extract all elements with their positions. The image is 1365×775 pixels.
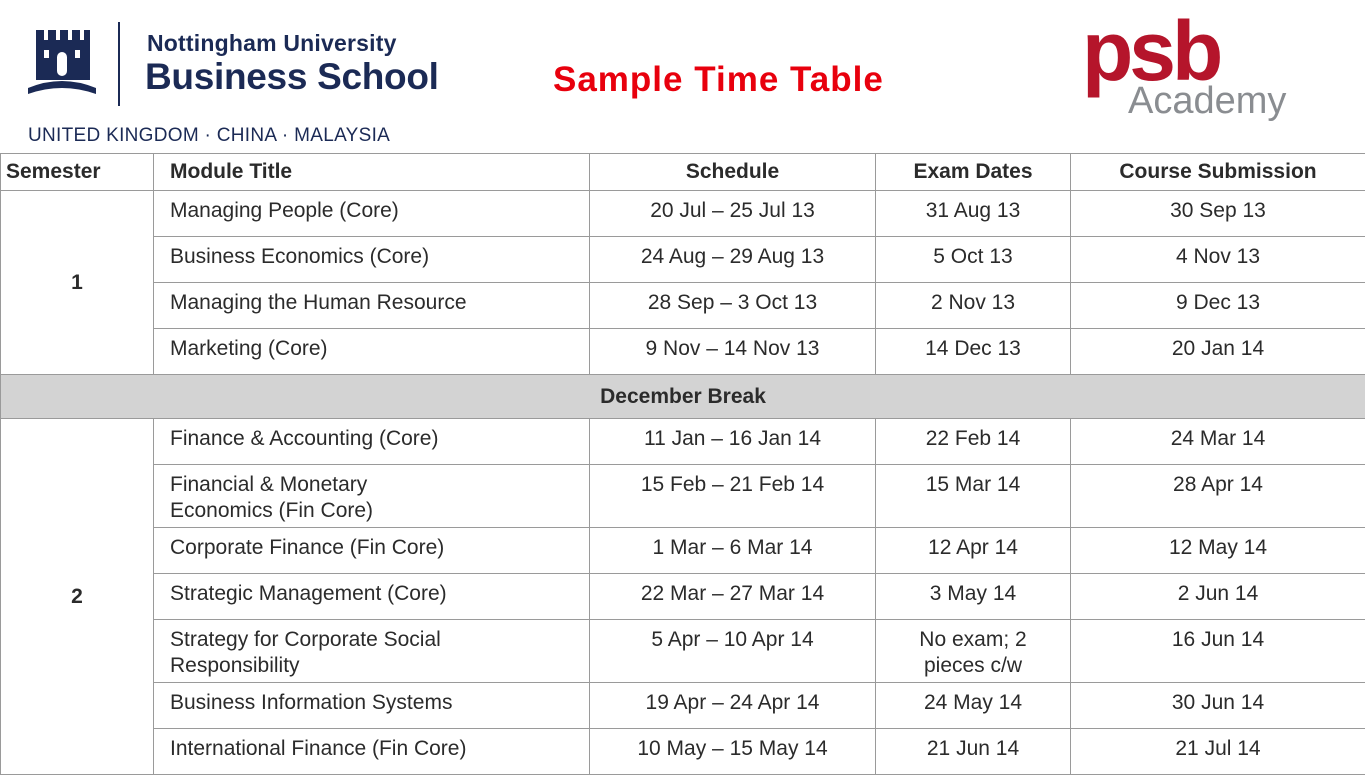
submission-cell: 9 Dec 13 [1071, 283, 1365, 329]
table-row [1, 620, 1365, 683]
submission-cell: 16 Jun 14 [1071, 620, 1365, 683]
exam-date-cell: 15 Mar 14 [876, 465, 1071, 528]
column-header-module-title: Module Title [154, 154, 590, 191]
exam-date-cell: 12 Apr 14 [876, 528, 1071, 574]
module-title-cell: Business Information Systems [154, 683, 590, 729]
module-title-line: Financial & Monetary [170, 472, 589, 498]
column-header-course-submission: Course Submission [1071, 154, 1365, 191]
submission-cell: 4 Nov 13 [1071, 237, 1365, 283]
submission-cell: 21 Jul 14 [1071, 729, 1365, 775]
submission-cell: 20 Jan 14 [1071, 329, 1365, 375]
exam-date-cell: 2 Nov 13 [876, 283, 1071, 329]
exam-date-cell: 5 Oct 13 [876, 237, 1071, 283]
table-row [1, 329, 1365, 375]
module-title-cell: Corporate Finance (Fin Core) [154, 528, 590, 574]
semester-cell: 2 [1, 419, 154, 775]
schedule-cell: 20 Jul – 25 Jul 13 [590, 191, 876, 237]
table-row [1, 419, 1365, 465]
psb-logo-text: psb [1082, 8, 1220, 98]
table-row [1, 191, 1365, 237]
module-title-cell: Marketing (Core) [154, 329, 590, 375]
schedule-cell: 5 Apr – 10 Apr 14 [590, 620, 876, 683]
schedule-cell: 1 Mar – 6 Mar 14 [590, 528, 876, 574]
exam-date-cell: 31 Aug 13 [876, 191, 1071, 237]
exam-date-cell: 24 May 14 [876, 683, 1071, 729]
table-row [1, 683, 1365, 729]
table-header-row [1, 154, 1365, 191]
schedule-cell: 10 May – 15 May 14 [590, 729, 876, 775]
page-title: Sample Time Table [553, 60, 884, 100]
module-title-cell: Finance & Accounting (Core) [154, 419, 590, 465]
timetable [0, 153, 1365, 775]
submission-cell: 28 Apr 14 [1071, 465, 1365, 528]
column-header-semester: Semester [1, 154, 154, 191]
module-title-cell: Strategic Management (Core) [154, 574, 590, 620]
schedule-cell: 24 Aug – 29 Aug 13 [590, 237, 876, 283]
table-row [1, 574, 1365, 620]
module-title-line: Strategy for Corporate Social [170, 627, 589, 653]
nubs-name-line1: Nottingham University [147, 30, 397, 57]
nubs-name-line2: Business School [145, 56, 439, 98]
module-title-cell: Business Economics (Core) [154, 237, 590, 283]
semester-cell: 1 [1, 191, 154, 375]
schedule-cell: 19 Apr – 24 Apr 14 [590, 683, 876, 729]
table-row [1, 465, 1365, 528]
module-title-cell [154, 465, 590, 528]
submission-cell: 30 Jun 14 [1071, 683, 1365, 729]
column-header-exam-dates: Exam Dates [876, 154, 1071, 191]
module-title-cell [154, 620, 590, 683]
schedule-cell: 28 Sep – 3 Oct 13 [590, 283, 876, 329]
table-row [1, 283, 1365, 329]
submission-cell: 12 May 14 [1071, 528, 1365, 574]
module-title-line: Responsibility [170, 653, 589, 679]
module-title-cell: International Finance (Fin Core) [154, 729, 590, 775]
schedule-cell: 11 Jan – 16 Jan 14 [590, 419, 876, 465]
submission-cell: 30 Sep 13 [1071, 191, 1365, 237]
module-title-cell: Managing People (Core) [154, 191, 590, 237]
table-row [1, 237, 1365, 283]
column-header-schedule: Schedule [590, 154, 876, 191]
schedule-cell: 22 Mar – 27 Mar 14 [590, 574, 876, 620]
schedule-cell: 15 Feb – 21 Feb 14 [590, 465, 876, 528]
psb-academy-logo [1080, 8, 1310, 126]
module-title-line: Economics (Fin Core) [170, 498, 589, 524]
exam-date-cell: 3 May 14 [876, 574, 1071, 620]
exam-date-line: No exam; 2 [876, 627, 1070, 653]
castle-crest-icon [22, 22, 102, 102]
schedule-cell: 9 Nov – 14 Nov 13 [590, 329, 876, 375]
page-header [0, 0, 1365, 153]
nubs-tagline: UNITED KINGDOM · CHINA · MALAYSIA [28, 125, 390, 147]
psb-logo-subtext: Academy [1128, 80, 1286, 122]
exam-date-cell: 21 Jun 14 [876, 729, 1071, 775]
logo-divider [118, 22, 120, 106]
break-row [1, 375, 1365, 419]
exam-date-line: pieces c/w [876, 653, 1070, 679]
exam-date-cell: 14 Dec 13 [876, 329, 1071, 375]
module-title-cell: Managing the Human Resource [154, 283, 590, 329]
december-break-label: December Break [1, 375, 1365, 419]
exam-date-cell [876, 620, 1071, 683]
table-row [1, 729, 1365, 775]
submission-cell: 2 Jun 14 [1071, 574, 1365, 620]
submission-cell: 24 Mar 14 [1071, 419, 1365, 465]
exam-date-cell: 22 Feb 14 [876, 419, 1071, 465]
table-row [1, 528, 1365, 574]
